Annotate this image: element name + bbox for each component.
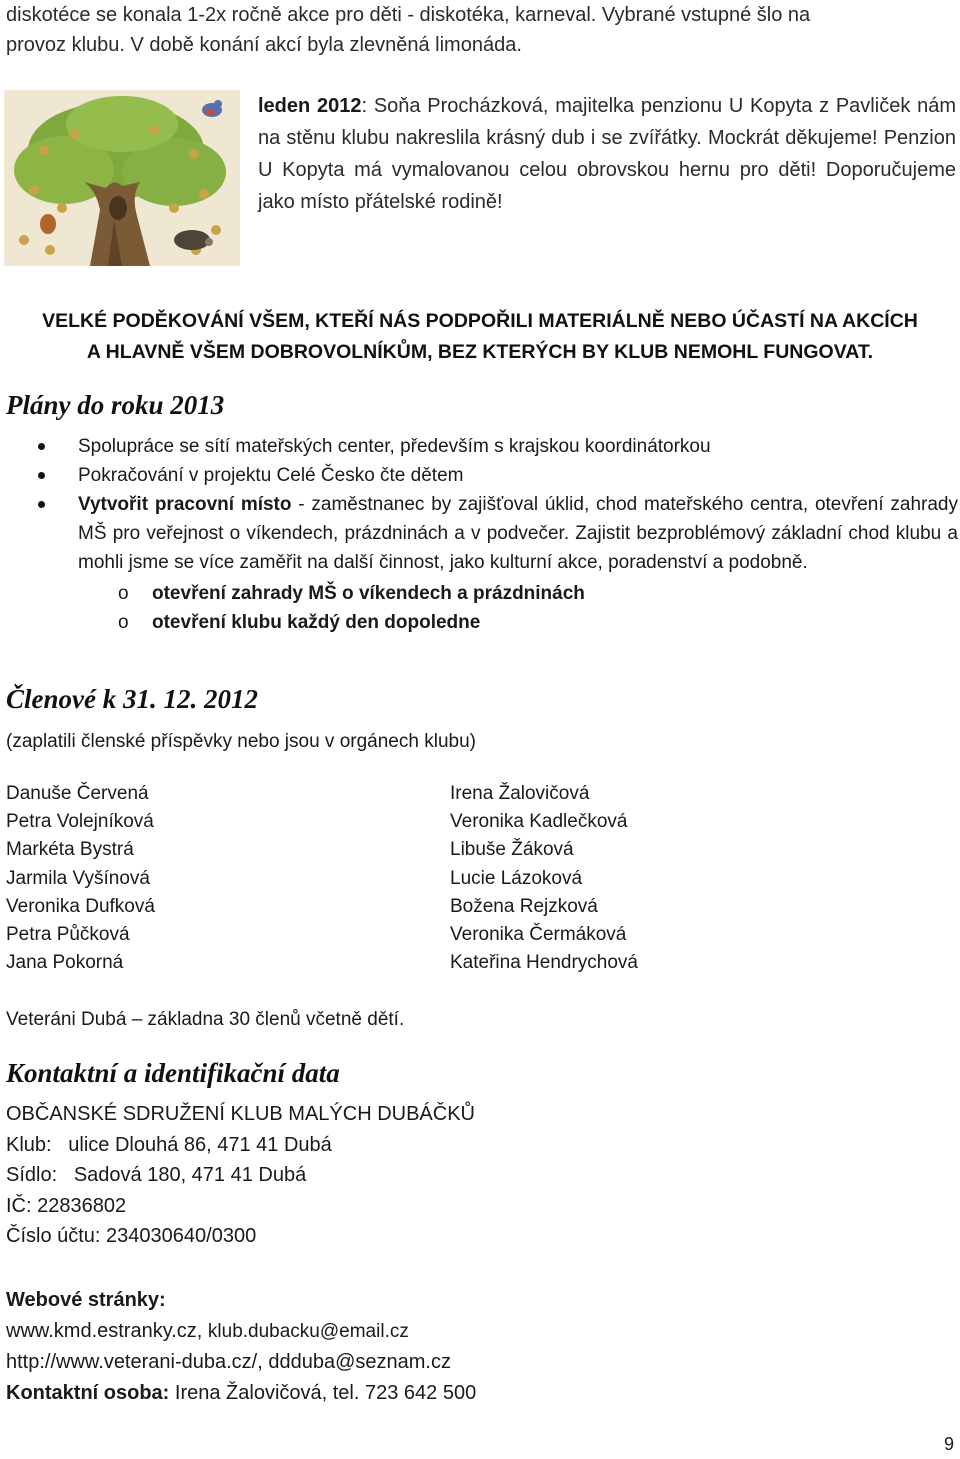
- sub-list-item: [78, 579, 958, 608]
- veterans-note: Veteráni Dubá – základna 30 členů včetně dětí.: [6, 1009, 405, 1030]
- member-name: Lucie Lázoková: [450, 867, 583, 889]
- member-name: Božena Rejzková: [450, 895, 598, 917]
- member-name: Veronika Dufková: [6, 895, 155, 917]
- plan-item-text: Spolupráce se sítí mateřských center, především s krajskou koordinátorkou: [78, 436, 711, 457]
- mural-description: [258, 90, 956, 218]
- plans-sublist: [78, 579, 958, 637]
- member-name: Jarmila Vyšínová: [6, 867, 150, 889]
- sub-bullet-icon: o: [118, 583, 129, 604]
- veterans-links[interactable]: http://www.veterani-duba.cz/, ddduba@seznam.cz: [6, 1351, 451, 1373]
- member-name: Irena Žalovičová: [450, 783, 590, 804]
- list-item: [38, 432, 958, 461]
- contact-heading: Kontaktní a identifikační data: [6, 1058, 340, 1088]
- members-left-column: [6, 780, 155, 977]
- member-name: Jana Pokorná: [6, 952, 124, 974]
- list-item: [38, 490, 958, 637]
- plans-heading: Plány do roku 2013: [6, 390, 225, 420]
- thanks-statement: [4, 306, 956, 368]
- sub-list-item: [78, 608, 958, 637]
- seat-address: Sídlo: Sadová 180, 471 41 Dubá: [6, 1164, 307, 1187]
- intro-line-2: provoz klubu. V době konání akcí byla zlevněná limonáda.: [6, 34, 522, 56]
- members-heading: Členové k 31. 12. 2012: [6, 684, 258, 714]
- club-address: Klub: ulice Dlouhá 86, 471 41 Dubá: [6, 1133, 332, 1156]
- contact-person-label: Kontaktní osoba:: [6, 1381, 170, 1404]
- sub-item-text: otevření zahrady MŠ o víkendech a prázdninách: [152, 583, 585, 604]
- plan-item-bold: Vytvořit pracovní místo: [78, 494, 292, 515]
- oak-tree-mural-image: [4, 90, 240, 266]
- list-item: [38, 461, 958, 490]
- intro-line-1: diskotéce se konala 1-2x ročně akce pro děti - diskotéka, karneval. Vybrané vstupné šlo na: [6, 4, 811, 26]
- member-name: Veronika Kadlečková: [450, 811, 628, 833]
- email-link[interactable]: klub.dubacku@email.cz: [207, 1320, 409, 1342]
- members-note: (zaplatili členské příspěvky nebo jsou v orgánech klubu): [6, 731, 476, 752]
- oak-tree-illustration: [4, 90, 240, 266]
- plan-item-text: - zaměstnanec by zajišťoval úklid, chod mateřského centra, otevření zahrady MŠ pro veřejnost o víkendech, prázdninách a v podvečer. Zajistit bezproblémový základní chod klubu a mohli jsme se více zaměřit na další činnost, jako kulturní akce, poradenství a podobně.: [78, 494, 958, 573]
- member-name: Petra Volejníková: [6, 811, 154, 833]
- thanks-line-2: A HLAVNĚ VŠEM DOBROVOLNÍKŮM, BEZ KTERÝCH BY KLUB NEMOHL FUNGOVAT.: [86, 341, 874, 363]
- ico-number: IČ: 22836802: [6, 1194, 127, 1217]
- web-heading: Webové stránky:: [6, 1289, 166, 1311]
- member-name: Markéta Bystrá: [6, 839, 134, 861]
- organization-name: OBČANSKÉ SDRUŽENÍ KLUB MALÝCH DUBÁČKŮ: [6, 1103, 475, 1125]
- members-right-column: [450, 780, 638, 977]
- website-link[interactable]: www.kmd.estranky.cz,: [6, 1319, 203, 1342]
- intro-paragraph: [6, 0, 956, 60]
- bullet-icon: [38, 472, 45, 479]
- web-block: [6, 1285, 476, 1408]
- page-number: 9: [943, 1434, 954, 1454]
- member-name: Libuše Žáková: [450, 839, 574, 861]
- bullet-icon: [38, 443, 45, 450]
- bullet-icon: [38, 501, 45, 508]
- bank-account: Číslo účtu: 234030640/0300: [6, 1225, 257, 1248]
- mural-text: : Soňa Procházková, majitelka penzionu U Kopyta z Pavliček nám na stěnu klubu nakreslila krásný dub i se zvířátky. Mockrát děkujeme! Penzion U Kopyta má vymalovanou celou obrovskou hernu pro děti! Doporučujeme jako místo přátelské rodině!: [258, 95, 956, 213]
- mural-date: leden 2012: [258, 95, 362, 117]
- member-name: Petra Půčková: [6, 924, 130, 946]
- contact-block: [6, 1099, 475, 1252]
- plans-list: [38, 432, 958, 637]
- sub-item-text: otevření klubu každý den dopoledne: [152, 612, 481, 633]
- member-name: Kateřina Hendrychová: [450, 952, 638, 974]
- thanks-line-1: VELKÉ PODĚKOVÁNÍ VŠEM, KTEŘÍ NÁS PODPOŘILI MATERIÁLNĚ NEBO ÚČASTÍ NA AKCÍCH: [42, 310, 918, 332]
- member-name: Danuše Červená: [6, 783, 149, 804]
- plan-item-text: Pokračování v projektu Celé Česko čte dětem: [78, 465, 464, 486]
- sub-bullet-icon: o: [118, 612, 129, 633]
- member-name: Veronika Čermáková: [450, 924, 627, 946]
- contact-person: Irena Žalovičová, tel. 723 642 500: [169, 1381, 477, 1404]
